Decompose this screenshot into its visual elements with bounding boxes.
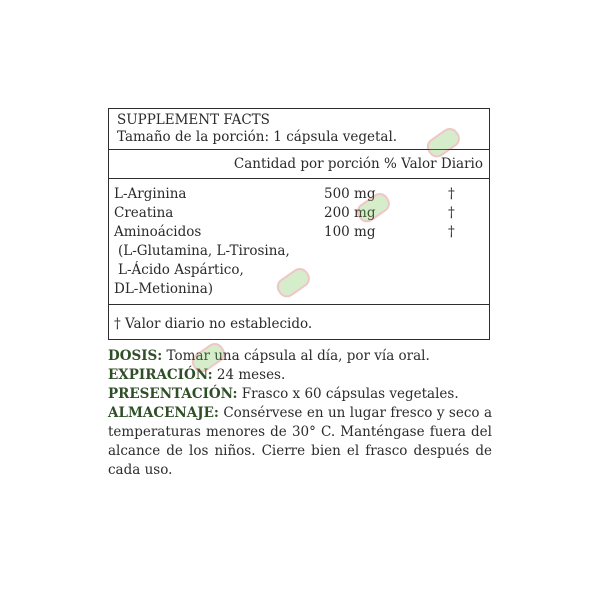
almacenaje-label: ALMACENAJE: — [108, 405, 219, 421]
ingredient-amount: 200 mg — [324, 205, 376, 221]
daily-value-mark: † — [448, 186, 455, 202]
dosis-line — [108, 347, 492, 366]
almacenaje-paragraph — [108, 404, 492, 480]
footnote: † Valor diario no establecido. — [114, 316, 313, 332]
presentacion-label: PRESENTACIÓN: — [108, 386, 238, 402]
serving-size: Tamaño de la porción: 1 cápsula vegetal. — [117, 129, 398, 145]
ingredient-name: Creatina — [114, 205, 174, 221]
dosis-label: DOSIS: — [108, 348, 163, 364]
facts-title: SUPPLEMENT FACTS — [117, 112, 270, 128]
daily-value-mark: † — [448, 205, 455, 221]
column-header: Cantidad por porción % Valor Diario — [233, 156, 483, 172]
amino-acid-list: DL-Metionina) — [114, 281, 214, 297]
ingredient-name: Aminoácidos — [114, 224, 202, 240]
ingredient-name: L-Arginina — [114, 186, 187, 202]
presentacion-text: Frasco x 60 cápsulas vegetales. — [237, 386, 459, 402]
amino-acid-list: L-Ácido Aspártico, — [118, 262, 244, 278]
amino-acid-list: (L-Glutamina, L-Tirosina, — [118, 243, 290, 259]
daily-value-mark: † — [448, 224, 455, 240]
almacenaje-text: Consérvese en un lugar fresco y seco a temperaturas menores de 30° C. Manténgase fuera del alcance de los niños. Cierre bien el frasco después de cada uso. — [108, 405, 492, 478]
expiracion-text: 24 meses. — [212, 367, 286, 383]
supplement-facts-panel — [108, 108, 490, 340]
dosis-text: Tomar una cápsula al día, por vía oral. — [162, 348, 430, 364]
expiracion-label: EXPIRACIÓN: — [108, 367, 213, 383]
divider — [109, 304, 489, 305]
expiracion-line — [108, 366, 492, 385]
ingredient-amount: 100 mg — [324, 224, 376, 240]
presentacion-line — [108, 385, 492, 404]
product-info — [108, 347, 492, 480]
ingredient-amount: 500 mg — [324, 186, 376, 202]
divider — [109, 149, 489, 150]
divider — [109, 178, 489, 179]
